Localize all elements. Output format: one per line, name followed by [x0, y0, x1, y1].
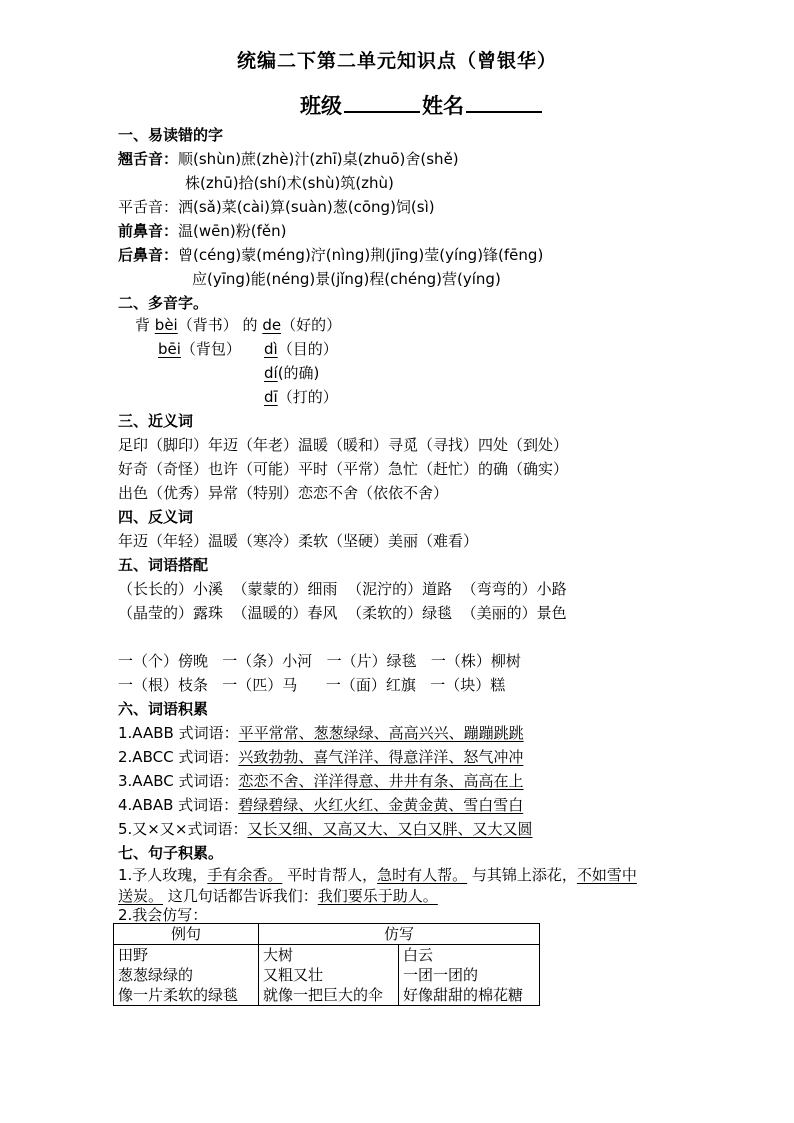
s6-item-value: 平平常常、葱葱绿绿、高高兴兴、蹦蹦跳跳 — [238, 724, 524, 742]
s7-p1-b: 手有余香。 — [207, 866, 283, 884]
s5-line-3: 一（个）傍晚 一（条）小河 一（片）绿毯 一（株）柳树 — [118, 652, 521, 670]
table-cell-imitation-1 — [259, 945, 399, 1006]
s6-item — [118, 772, 524, 790]
section-1-heading: 一、易读错的字 — [118, 126, 224, 144]
table-header-example: 例句 — [114, 924, 259, 945]
table-header-row — [114, 924, 540, 945]
s7-para-1 — [118, 866, 637, 884]
di-word-2: (的确) — [277, 364, 320, 382]
s5-line-2: （晶莹的）露珠 （温暖的）春风 （柔软的）绿毯 （美丽的）景色 — [118, 604, 567, 622]
s6-item — [118, 820, 532, 838]
imitation-table — [113, 923, 540, 1006]
section-7-heading: 七、句子积累。 — [118, 844, 224, 862]
s3-line-2: 好奇（奇怪）也许（可能）平时（平常）急忙（赶忙）的确（确实） — [118, 460, 569, 478]
section-4-heading: 四、反义词 — [118, 508, 194, 526]
s6-item-label: 3.AABC 式词语： — [118, 772, 239, 790]
s3-line-3: 出色（优秀）异常（特别）恋恋不舍（依依不舍） — [118, 484, 449, 502]
s7-p1-e: 与其锦上添花， — [467, 866, 577, 884]
s6-item-value: 兴致勃勃、喜气洋洋、得意洋洋、怒气冲冲 — [238, 748, 524, 766]
cell-line: 田野 — [118, 946, 149, 964]
bei-word-2: （背包） — [180, 340, 241, 358]
s7-p1-a: 1.予人玫瑰， — [118, 866, 208, 884]
s6-item-value: 碧绿碧绿、火红火红、金黄金黄、雪白雪白 — [238, 796, 524, 814]
cell-line: 白云 — [403, 946, 434, 964]
s6-item-value: 恋恋不舍、洋洋得意、井井有条、高高在上 — [238, 772, 524, 790]
cell-line: 又粗又壮 — [263, 966, 324, 984]
s7-p2-a: 送炭。 — [118, 887, 164, 905]
section-5-heading: 五、词语搭配 — [118, 556, 209, 574]
s7-p2-b: 这几句话都告诉我们： — [163, 887, 318, 905]
s7-p2-c: 我们要乐于助人。 — [317, 887, 438, 905]
s6-item — [118, 724, 524, 742]
bei-char: 背 — [135, 316, 151, 334]
s1-l1-text: 顺(shùn)蔗(zhè)汁(zhī)桌(zhuō)舍(shě) — [178, 150, 459, 168]
table-cell-example — [114, 945, 259, 1006]
s3-line-1: 足印（脚印）年迈（年老）温暖（暖和）寻觅（寻找）四处（到处） — [118, 436, 569, 454]
s6-item-value: 又长又细、又高又大、又白又胖、又大又圆 — [247, 820, 533, 838]
s7-p1-c: 平时肯帮人， — [282, 866, 378, 884]
s1-l3-text: 洒(sǎ)菜(cài)算(suàn)葱(cōng)饲(sì) — [178, 198, 435, 216]
s1-l4-label: 前鼻音： — [118, 222, 179, 240]
cell-line: 葱葱绿绿的 — [118, 966, 194, 984]
di-word-3: （打的） — [277, 388, 338, 406]
de-char: 的 — [242, 316, 258, 334]
di-pinyin-1: dì — [264, 340, 278, 358]
s2-di-1 — [264, 340, 338, 358]
s1-line-2: 株(zhū)拾(shí)术(shù)筑(zhù) — [185, 174, 394, 192]
bei-pinyin-2: bēi — [158, 340, 181, 358]
s2-line-1 — [135, 316, 341, 334]
s5-line-4: 一（根）枝条 一（匹）马 一（面）红旗 一（块）糕 — [118, 676, 506, 694]
s1-l4-text: 温(wēn)粉(fěn) — [178, 222, 287, 240]
s7-p1-d: 急时有人帮。 — [377, 866, 468, 884]
section-2-heading: 二、多音字。 — [118, 294, 209, 312]
table-row — [114, 945, 540, 1006]
s4-line-1: 年迈（年轻）温暖（寒冷）柔软（坚硬）美丽（难看） — [118, 532, 479, 550]
di-word-1: （目的） — [277, 340, 338, 358]
table-cell-imitation-2 — [399, 945, 540, 1006]
page-title: 统编二下第二单元知识点（曾银华） — [236, 50, 557, 72]
de-word: （好的） — [281, 316, 342, 334]
s1-line-4 — [118, 222, 286, 240]
s6-item-label: 2.ABCC 式词语： — [118, 748, 239, 766]
s5-line-1: （长长的）小溪 （蒙蒙的）细雨 （泥泞的）道路 （弯弯的）小路 — [118, 580, 567, 598]
cell-line: 一团一团的 — [403, 966, 479, 984]
s1-l3-label: 平舌音： — [118, 198, 179, 216]
di-pinyin-2: dí — [264, 364, 278, 382]
class-blank[interactable] — [344, 91, 420, 113]
di-pinyin-3: dī — [264, 388, 278, 406]
s7-p1-f: 不如雪中 — [576, 866, 637, 884]
s2-di-3 — [264, 388, 338, 406]
s1-line-3 — [118, 198, 435, 216]
table-header-imitation: 仿写 — [259, 924, 540, 945]
s1-l1-label: 翘舌音： — [118, 150, 179, 168]
cell-line: 好像甜甜的棉花糖 — [403, 986, 524, 1004]
class-name-line — [300, 90, 544, 120]
s6-item-label: 1.AABB 式词语： — [118, 724, 239, 742]
s6-item-label: 5.又×又×式词语： — [118, 820, 248, 838]
s1-line-1 — [118, 150, 459, 168]
name-label: 姓名 — [422, 94, 464, 118]
bei-pinyin-1: bèi — [154, 316, 178, 334]
s6-item — [118, 796, 523, 814]
s7-para-3: 2.我会仿写： — [118, 906, 208, 924]
bei-word-1: （背书） — [177, 316, 238, 334]
s6-item-label: 4.ABAB 式词语： — [118, 796, 239, 814]
s1-line-6: 应(yīng)能(néng)景(jǐng)程(chéng)营(yíng) — [192, 270, 501, 288]
cell-line: 像一片柔软的绿毯 — [118, 986, 239, 1004]
cell-line: 大树 — [263, 946, 294, 964]
s6-item — [118, 748, 523, 766]
section-6-heading: 六、词语积累 — [118, 700, 209, 718]
s2-line-2 — [158, 340, 241, 358]
s1-l5-label: 后鼻音： — [118, 246, 179, 264]
de-pinyin: de — [262, 316, 282, 334]
section-3-heading: 三、近义词 — [118, 412, 194, 430]
name-blank[interactable] — [466, 91, 542, 113]
class-label: 班级 — [300, 94, 342, 118]
cell-line: 就像一把巨大的伞 — [263, 986, 384, 1004]
s1-line-5 — [118, 246, 543, 264]
s1-l5-text: 曾(céng)蒙(méng)泞(nìng)荆(jīng)莹(yíng)锋(fēng) — [178, 246, 544, 264]
s2-di-2 — [264, 364, 319, 382]
s7-para-2 — [118, 887, 438, 905]
